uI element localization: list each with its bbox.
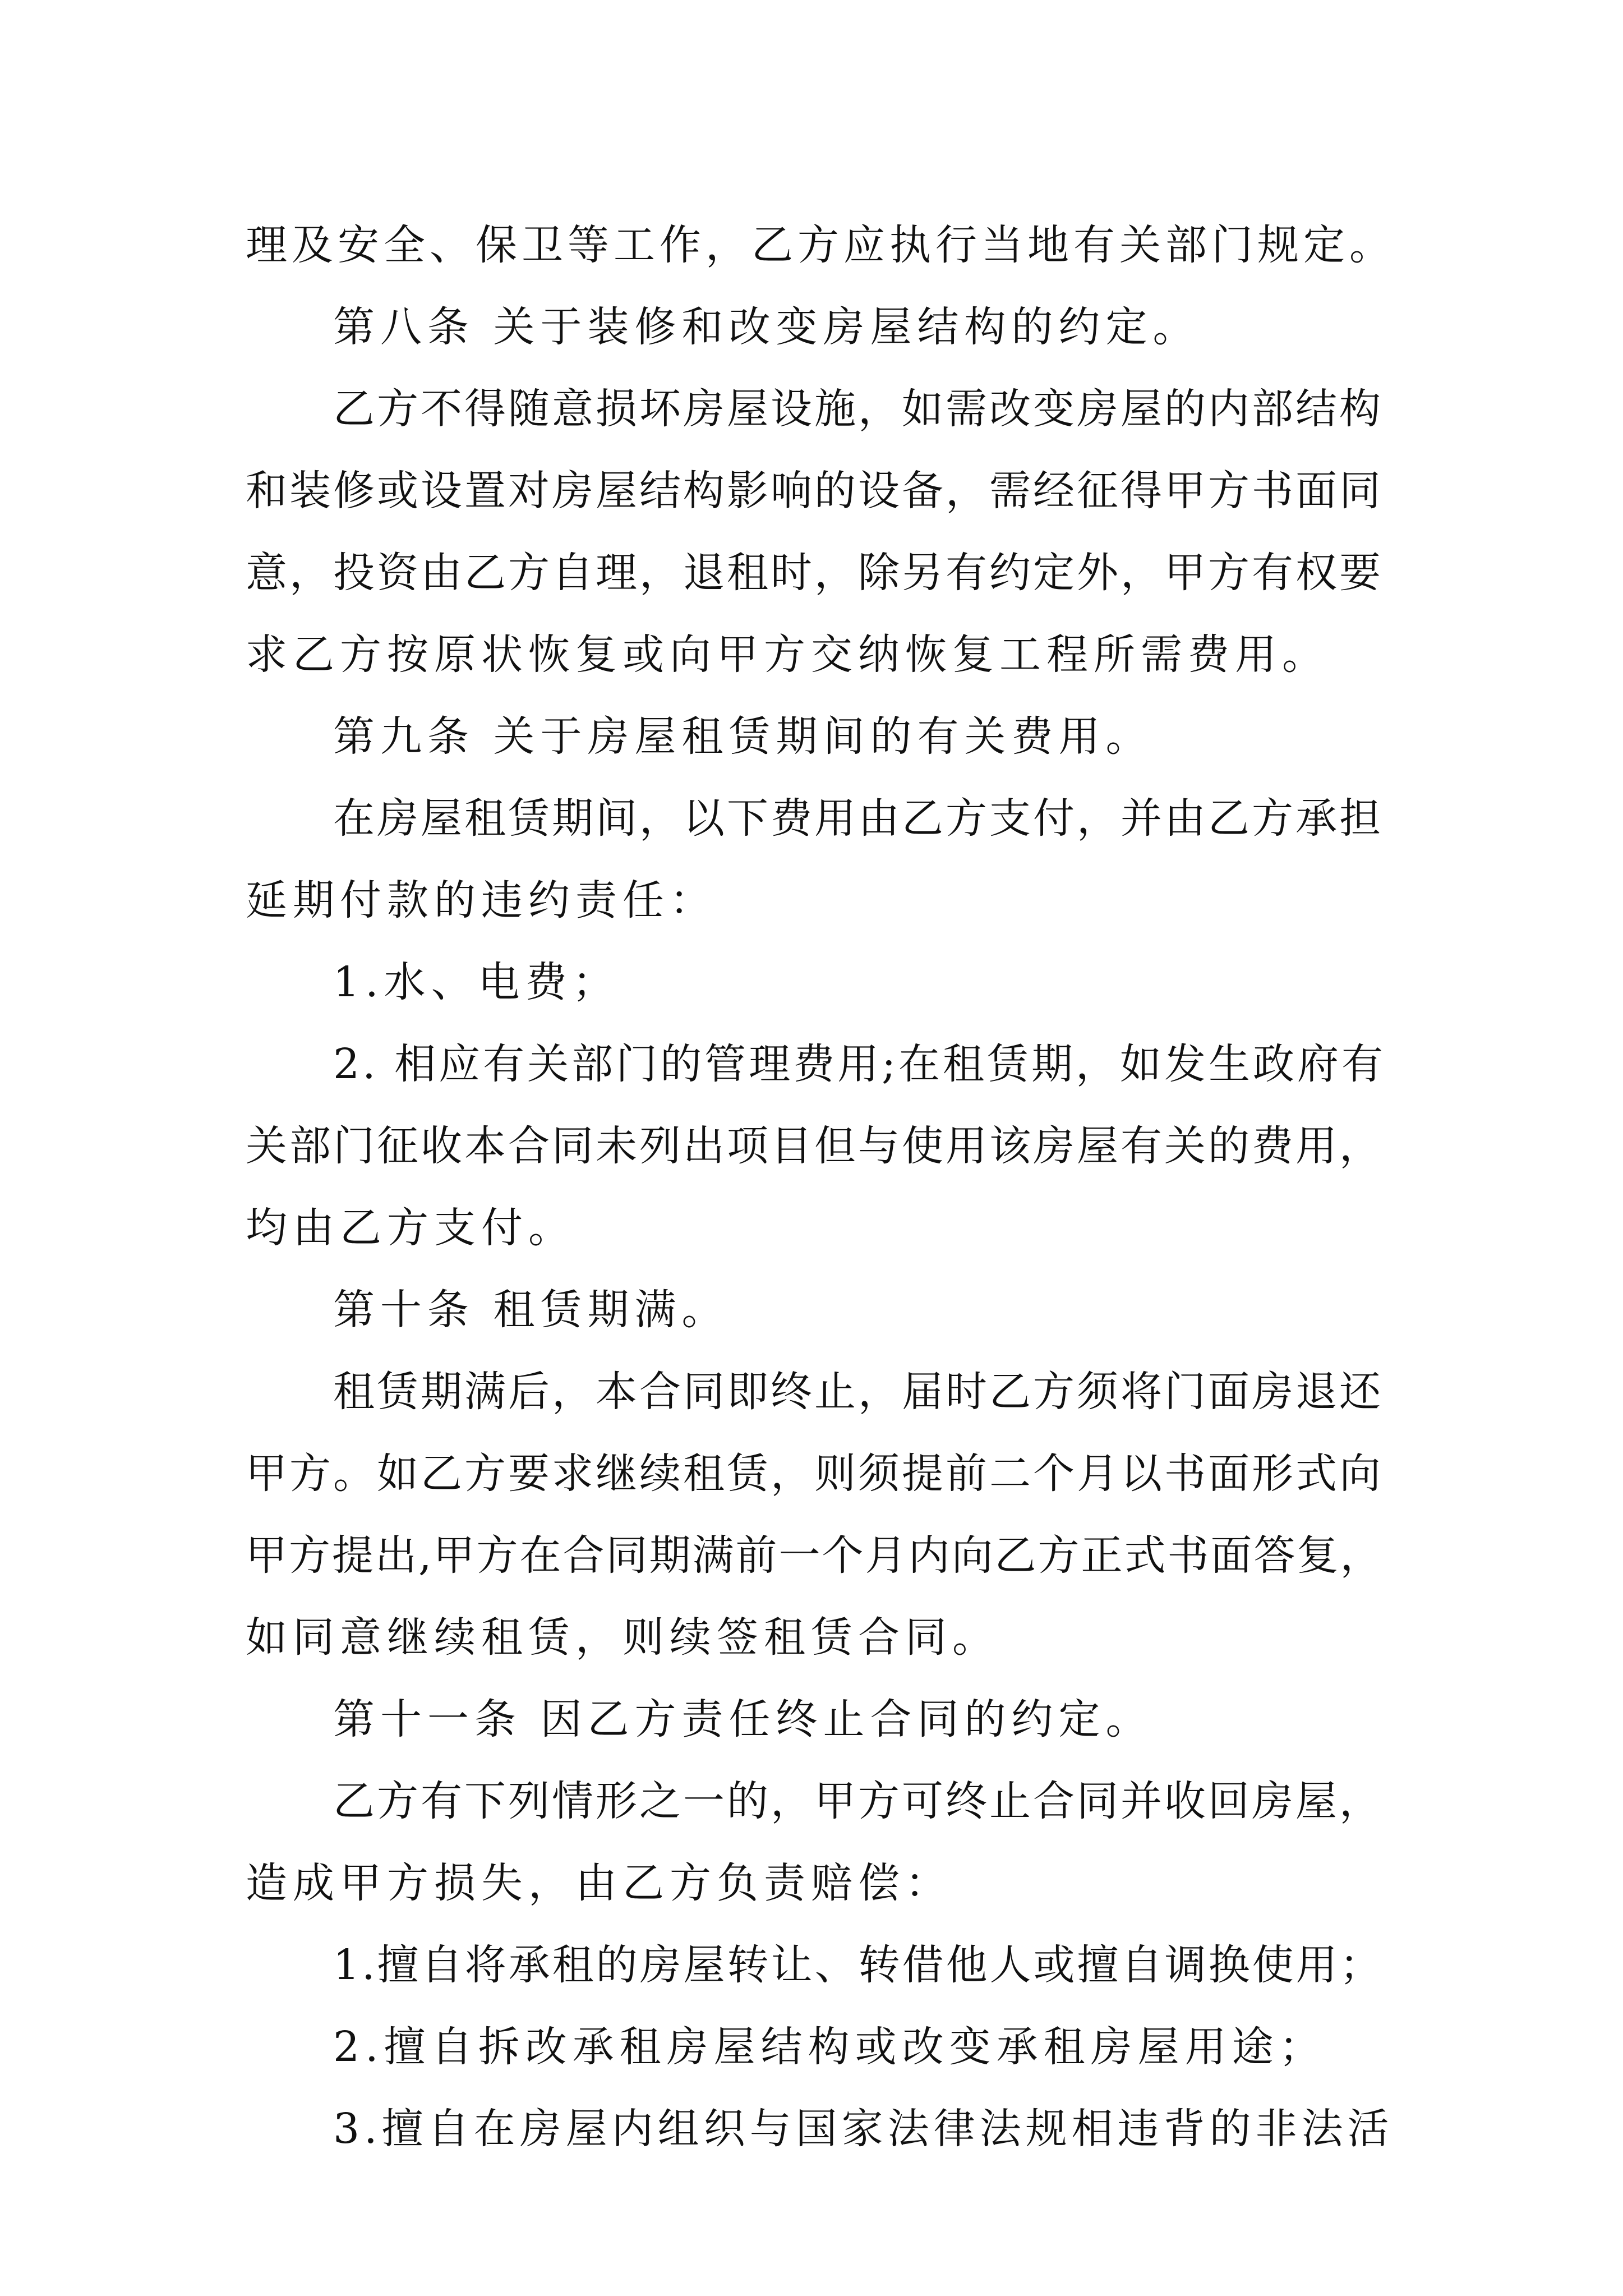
list-item: 2.擅自拆改承租房屋结构或改变承租房屋用途； — [333, 2023, 1326, 2071]
text-line: 延期付款的违约责任： — [246, 876, 717, 924]
list-item: 3.擅自在房屋内组织与国家法律法规相违背的非法活 — [333, 2105, 1394, 2153]
list-item: 1.水、电费； — [333, 958, 620, 1006]
text-line: 关部门征收本合同未列出项目但与使用该房屋有关的费用， — [246, 1122, 1383, 1170]
list-item: 2. 相应有关部门的管理费用;在租赁期，如发生政府有 — [333, 1040, 1386, 1088]
text-line: 在房屋租赁期间，以下费用由乙方支付，并由乙方承担 — [333, 794, 1383, 843]
text-line: 租赁期满后，本合同即终止，届时乙方须将门面房退还 — [333, 1368, 1383, 1416]
text-line: 均由乙方支付。 — [246, 1204, 575, 1252]
article-heading: 第十条 租赁期满。 — [333, 1286, 729, 1334]
text-line: 造成甲方损失，由乙方负责赔偿： — [246, 1859, 952, 1907]
article-heading: 第十一条 因乙方责任终止合同的约定。 — [333, 1695, 1153, 1743]
text-line: 和装修或设置对房屋结构影响的设备，需经征得甲方书面同 — [246, 467, 1383, 515]
text-line: 甲方提出,甲方在合同期满前一个月内向乙方正式书面答复， — [246, 1531, 1384, 1580]
text-line: 意，投资由乙方自理，退租时，除另有约定外，甲方有权要 — [246, 549, 1383, 597]
document-body — [246, 204, 1395, 2170]
text-line: 乙方有下列情形之一的，甲方可终止合同并收回房屋， — [333, 1777, 1383, 1825]
text-line: 求乙方按原状恢复或向甲方交纳恢复工程所需费用。 — [246, 631, 1329, 679]
list-item: 1.擅自将承租的房屋转让、转借他人或擅自调换使用； — [333, 1941, 1384, 1989]
text-line: 如同意继续租赁，则续签租赁合同。 — [246, 1613, 999, 1662]
article-heading: 第八条 关于装修和改变房屋结构的约定。 — [333, 303, 1200, 351]
article-heading: 第九条 关于房屋租赁期间的有关费用。 — [333, 712, 1153, 761]
text-line: 理及安全、保卫等工作，乙方应执行当地有关部门规定。 — [246, 221, 1395, 269]
text-line: 乙方不得随意损坏房屋设施，如需改变房屋的内部结构 — [333, 385, 1383, 433]
text-line: 甲方。如乙方要求继续租赁，则须提前二个月以书面形式向 — [246, 1450, 1383, 1498]
